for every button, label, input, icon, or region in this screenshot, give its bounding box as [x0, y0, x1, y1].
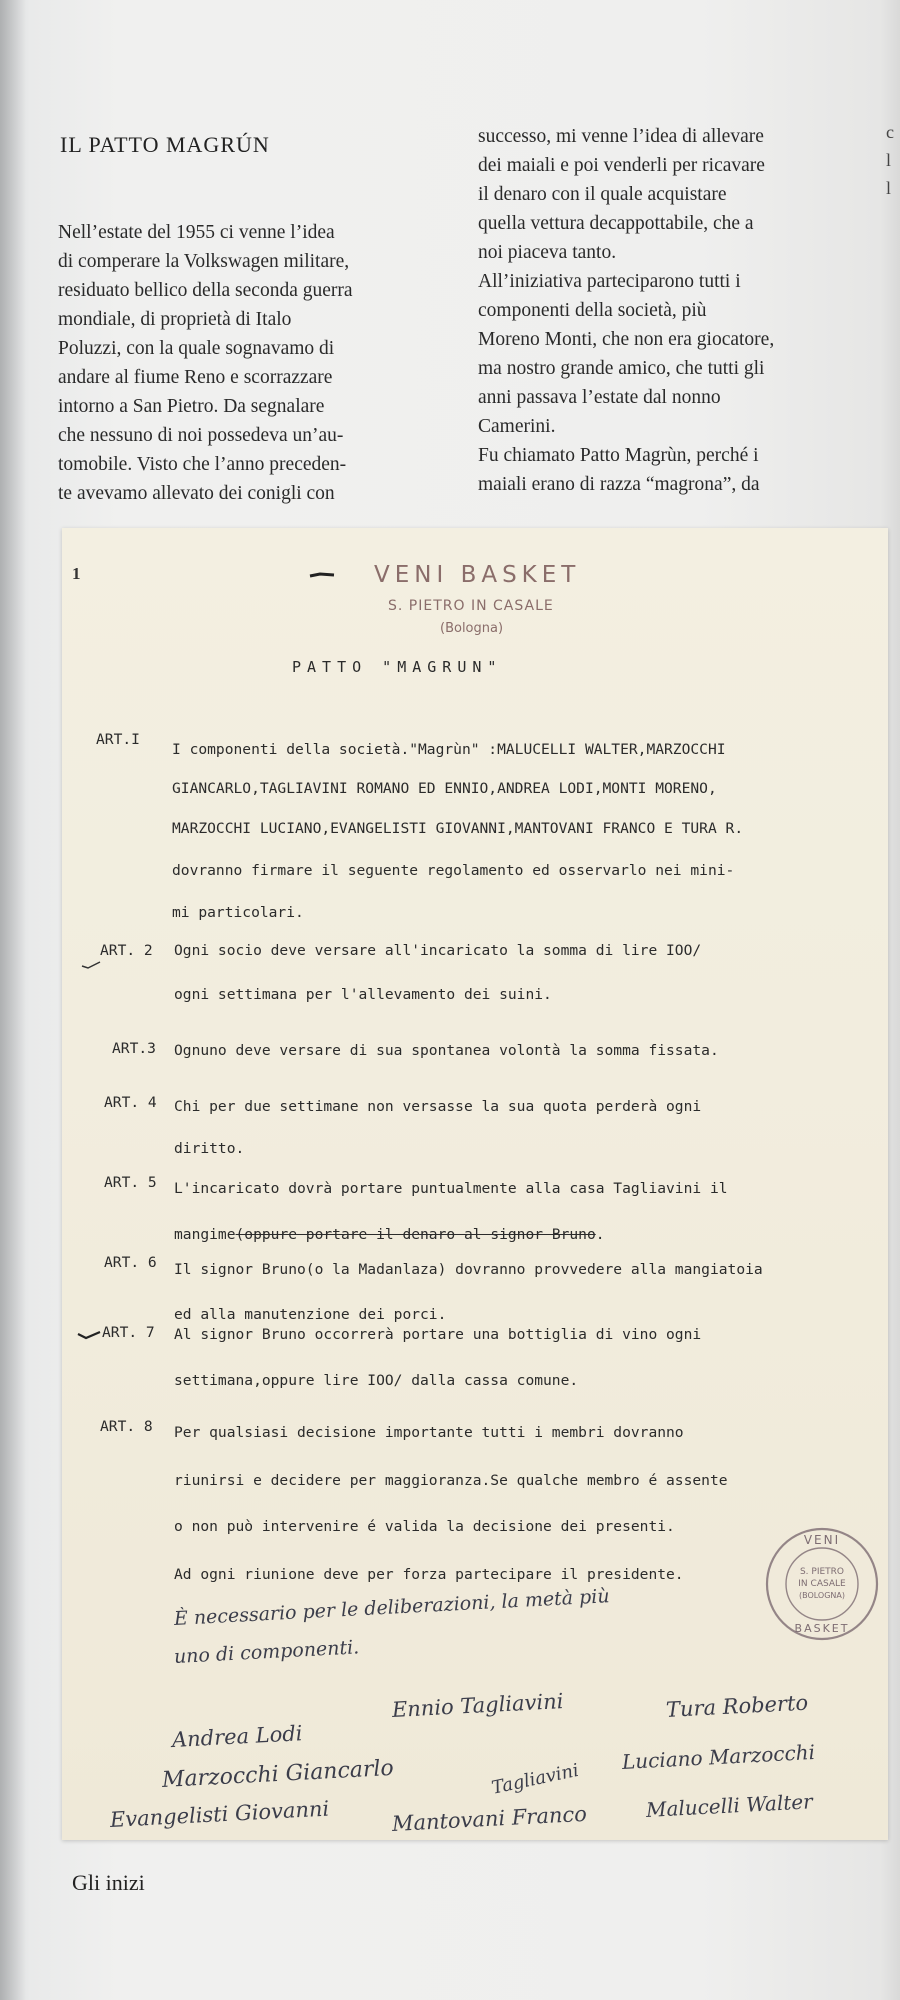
signature: Tagliavini — [489, 1759, 581, 1799]
chapter-heading: IL PATTO MAGRÚN — [60, 132, 270, 157]
letterhead-place: S. PIETRO IN CASALE — [388, 598, 554, 614]
article-line: Per qualsiasi decisione importante tutti i membri dovranno — [174, 1424, 684, 1441]
article-line: settimana,oppure lire IOO/ dalla cassa comune. — [174, 1372, 579, 1389]
text-column-right — [478, 122, 868, 499]
article-line: GIANCARLO,TAGLIAVINI ROMANO ED ENNIO,ANDREA LODI,MONTI MORENO, — [172, 780, 717, 797]
article-line: dovranno firmare il seguente regolamento ed osservarlo nei mini- — [172, 862, 735, 879]
text-line: quella vettura decappottabile, che a — [478, 213, 754, 234]
signature: Marzocchi Giancarlo — [161, 1755, 395, 1793]
article-line: Ognuno deve versare di sua spontanea volontà la somma fissata. — [174, 1042, 719, 1059]
article-line: Ogni socio deve versare all'incaricato la somma di lire IOO/ — [174, 942, 702, 959]
signature: Luciano Marzocchi — [621, 1739, 816, 1774]
stamp-text: S. PIETRO — [799, 1567, 845, 1577]
check-mark-icon — [76, 1328, 102, 1342]
article-line: ed alla manutenzione dei porci. — [174, 1306, 447, 1323]
text-line: andare al fiume Reno e scorrazzare — [58, 367, 333, 388]
handwritten-note-line: È necessario per le deliberazioni, la metà più — [173, 1585, 611, 1630]
signature: Evangelisti Giovanni — [109, 1796, 330, 1832]
article-line: Al signor Bruno occorrerà portare una bottiglia di vino ogni — [174, 1326, 702, 1343]
article-label: ART. 8 — [100, 1418, 153, 1435]
text-line: ma nostro grande amico, che tutti gli — [478, 358, 765, 379]
signature: Tura Roberto — [665, 1690, 809, 1722]
article-label: ART.3 — [112, 1040, 156, 1057]
text-line: mondiale, di proprietà di Italo — [58, 309, 292, 330]
text-line: dei maiali e poi venderli per ricavare — [478, 155, 765, 176]
typewritten-document — [62, 528, 888, 1840]
article-line: MARZOCCHI LUCIANO,EVANGELISTI GIOVANNI,MANTOVANI FRANCO E TURA R. — [172, 820, 744, 837]
document-title: PATTO "MAGRUN" — [292, 658, 503, 676]
article-label: ART. 7 — [102, 1324, 155, 1341]
signature: Andrea Lodi — [171, 1721, 303, 1752]
article-label: ART. 6 — [104, 1254, 157, 1271]
text-line: successo, mi venne l’idea di allevare — [478, 126, 764, 147]
edge-fragment: l — [886, 150, 892, 170]
stamp-bottom-text: BASKET — [794, 1622, 850, 1635]
edge-fragment: l — [886, 178, 892, 198]
book-spine-shadow — [0, 0, 26, 2000]
article-line: mi particolari. — [172, 904, 304, 921]
article-line: o non può intervenire é valida la decisione dei presenti. — [174, 1518, 675, 1535]
text-column-left — [58, 218, 448, 508]
signature: Ennio Tagliavini — [391, 1689, 564, 1722]
text-line: Fu chiamato Patto Magrùn, perché i — [478, 445, 759, 466]
letterhead-org-name: VENI BASKET — [374, 562, 581, 588]
text-line: il denaro con il quale acquistare — [478, 184, 727, 205]
text-line: anni passava l’estate dal nonno — [478, 387, 721, 408]
article-line: I componenti della società."Magrùn" :MALUCELLI WALTER,MARZOCCHI — [172, 741, 726, 758]
article-text: . — [595, 1226, 605, 1243]
article-text: mangime — [174, 1226, 236, 1243]
article-line: Il signor Bruno(o la Madanlaza) dovranno provvedere alla mangiatoia — [174, 1261, 763, 1278]
text-line: residuato bellico della seconda guerra — [58, 280, 353, 301]
page-footer: Gli inizi — [72, 1870, 145, 1895]
signature: Malucelli Walter — [645, 1789, 814, 1822]
struck-text: (oppure portare il denaro al signor Bruno — [235, 1226, 596, 1243]
text-line: Poluzzi, con la quale sognavamo di — [58, 338, 335, 359]
article-line: L'incaricato dovrà portare puntualmente alla casa Tagliavini il — [174, 1180, 728, 1197]
article-line: Ad ogni riunione deve per forza partecipare il presidente. — [174, 1566, 684, 1583]
article-line: Chi per due settimane non versasse la sua quota perderà ogni — [174, 1098, 702, 1115]
club-stamp-icon — [762, 1524, 882, 1644]
stamp-top-text: VENI — [803, 1533, 841, 1547]
check-mark-icon — [80, 958, 102, 972]
stamp-text: IN CASALE — [798, 1579, 846, 1589]
handwritten-note-line: uno di componenti. — [173, 1636, 360, 1668]
article-label: ART. 4 — [104, 1094, 157, 1111]
article-label: ART. 5 — [104, 1174, 157, 1191]
text-line: componenti della società, più — [478, 300, 707, 321]
text-line: tomobile. Visto che l’anno preceden- — [58, 454, 347, 475]
article-line: riunirsi e decidere per maggioranza.Se qualche membro é assente — [174, 1472, 728, 1489]
pen-mark-icon — [308, 568, 338, 580]
edge-fragment: c — [886, 122, 894, 142]
text-line: di comperare la Volkswagen militare, — [58, 251, 350, 272]
text-line: All’iniziativa parteciparono tutti i — [478, 271, 741, 292]
letterhead-region: (Bologna) — [440, 621, 504, 636]
text-line: te avevamo allevato dei conigli con — [58, 483, 335, 504]
document-page-number: 1 — [72, 564, 81, 583]
text-line: Moreno Monti, che non era giocatore, — [478, 329, 775, 350]
text-line: Nell’estate del 1955 ci venne l’idea — [58, 222, 335, 243]
next-page-edge-text — [886, 118, 900, 202]
text-line: noi piaceva tanto. — [478, 242, 617, 263]
article-label: ART.I — [96, 731, 140, 748]
article-line: ogni settimana per l'allevamento dei suini. — [174, 986, 552, 1003]
text-line: Camerini. — [478, 416, 556, 437]
text-line: che nessuno di noi possedeva un’au- — [58, 425, 344, 446]
text-line: intorno a San Pietro. Da segnalare — [58, 396, 325, 417]
signature: Mantovani Franco — [391, 1801, 588, 1836]
text-line: maiali erano di razza “magrona”, da — [478, 474, 760, 495]
stamp-text: (BOLOGNA) — [798, 1591, 846, 1600]
article-line: diritto. — [174, 1140, 245, 1157]
article-label: ART. 2 — [100, 942, 153, 959]
article-line-with-strike — [174, 1226, 605, 1243]
